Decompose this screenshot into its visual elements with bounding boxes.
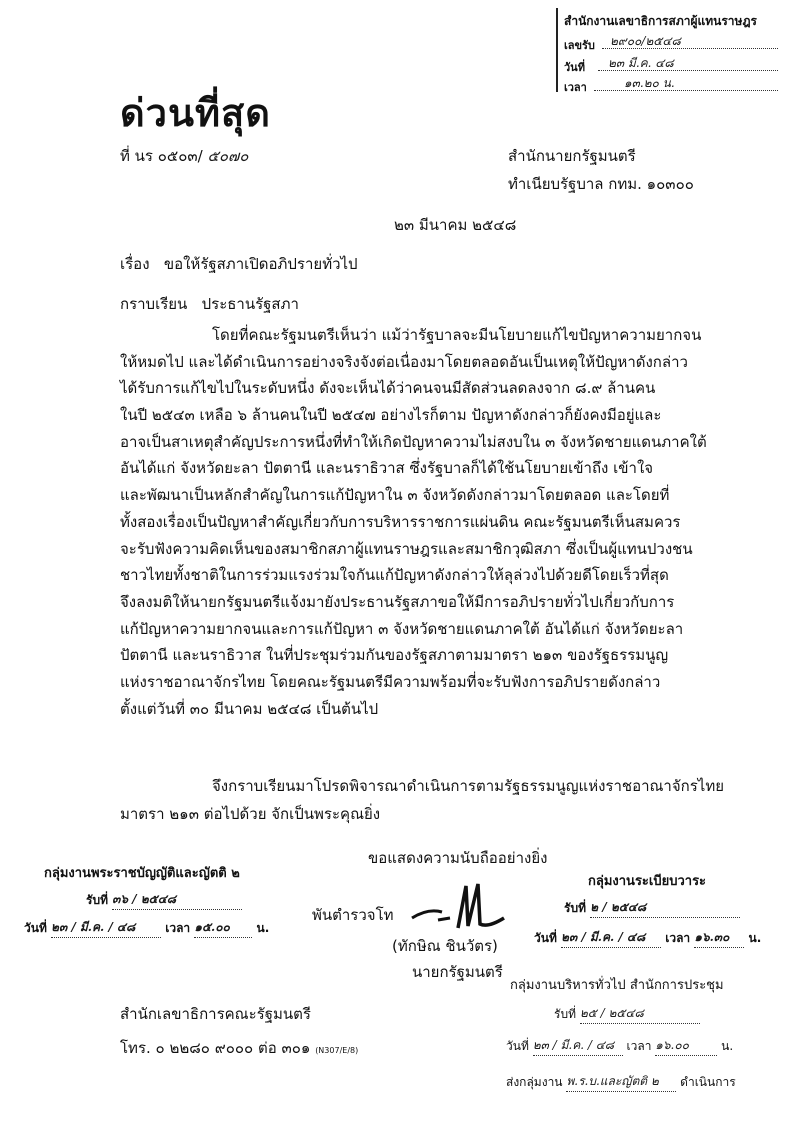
- receive-stamp-top: [556, 8, 790, 92]
- body-line: โดยที่คณะรัฐมนตรีเห็นว่า แม้ว่ารัฐบาลจะมีนโยบายแก้ไขปัญหาความยากจน: [212, 326, 702, 344]
- registry-group-name: กลุ่มงานระเบียบวาระ: [588, 874, 707, 889]
- reference-number-handwritten: ๕๐๗๐: [207, 147, 249, 165]
- general-time-unit: น.: [721, 1039, 734, 1053]
- signer-name: (ทักษิณ ชินวัตร): [392, 937, 498, 955]
- legislation-group-stamp: [20, 862, 320, 948]
- registry-time-unit: น.: [748, 931, 762, 945]
- body-line: [120, 722, 726, 749]
- salutation-label: กราบเรียน: [120, 295, 188, 313]
- general-date-value: ๒๓ / มี.ค. / ๔๘: [533, 1036, 623, 1056]
- legislation-time-unit: น.: [256, 921, 270, 935]
- body-line: จึงลงมติให้นายกรัฐมนตรีแจ้งมายังประธานรัฐสภาขอให้มีการอภิปรายทั่วไปเกี่ยวกับการ: [120, 592, 675, 611]
- general-forward-value: พ.ร.บ.และญัตติ ๒: [566, 1072, 676, 1092]
- closing-line-2: มาตรา ๒๑๓ ต่อไปด้วย จักเป็นพระคุณยิ่ง: [120, 805, 381, 823]
- body-line: แก้ปัญหาความยากจนและการแก้ปัญหา ๓ จังหวัดชายแดนภาคใต้ อันได้แก่ จังหวัดยะลา: [120, 619, 684, 638]
- sender-office: สำนักนายกรัฐมนตรี: [508, 147, 636, 165]
- stamp-date-value: ๒๓ มี.ค. ๔๘: [608, 56, 674, 70]
- stamp-office-name: สำนักงานเลขาธิการสภาผู้แทนราษฎร: [564, 14, 757, 28]
- legislation-group-name: กลุ่มงานพระราชบัญญัติและญัตติ ๒: [44, 866, 240, 881]
- general-date-label: วันที่: [506, 1039, 529, 1053]
- registry-time-value: ๑๖.๓๐: [694, 928, 744, 948]
- legislation-time-label: เวลา: [165, 921, 191, 935]
- legislation-date-label: วันที่: [24, 921, 47, 935]
- body-line: ทั้งสองเรื่องเป็นปัญหาสำคัญเกี่ยวกับการบริหารราชการแผ่นดิน คณะรัฐมนตรีเห็นสมควร: [120, 512, 681, 531]
- general-admin-stamp: [500, 974, 790, 1094]
- body-line: ในปี ๒๕๔๓ เหลือ ๖ ล้านคนในปี ๒๕๔๗ อย่างไรก็ตาม ปัญหาดังกล่าวก็ยังคงมีอยู่และ: [120, 406, 662, 425]
- stamp-time-label: เวลา: [564, 81, 587, 94]
- stamp-number-label: เลขรับ: [564, 39, 595, 52]
- form-code: (N307/E/8): [315, 1046, 359, 1055]
- registry-date-label: วันที่: [534, 931, 557, 945]
- body-line: อันได้แก่ จังหวัดยะลา ปัตตานี และนราธิวาส ซึ่งรัฐบาลก็ได้ใช้นโยบายเข้าถึง เข้าใจ: [120, 459, 654, 478]
- legislation-received-label: รับที่: [86, 893, 108, 907]
- secretariat-phone: [120, 1036, 358, 1063]
- subject-label: เรื่อง: [120, 255, 150, 273]
- stamp-time-value: ๑๓.๒๐ น.: [624, 76, 675, 90]
- registry-received-label: รับที่: [564, 901, 586, 915]
- registry-time-label: เวลา: [665, 931, 691, 945]
- general-received-label: รับที่: [554, 1007, 576, 1021]
- body-line: แห่งราชอาณาจักรไทย โดยคณะรัฐมนตรีมีความพร้อมที่จะรับฟังการอภิปรายดังกล่าว: [120, 672, 661, 691]
- legislation-received-value: ๓๖ / ๒๕๔๘: [112, 890, 242, 910]
- body-line: ให้หมดไป และได้ดำเนินการอย่างจริงจังต่อเนื่องมาโดยตลอดอันเป็นเหตุให้ปัญหาดังกล่าว: [120, 352, 688, 371]
- signer-title: นายกรัฐมนตรี: [412, 963, 503, 981]
- general-time-label: เวลา: [626, 1039, 652, 1053]
- signer-rank: พันตำรวจโท: [312, 906, 394, 924]
- closing-line-1: จึงกราบเรียนมาโปรดพิจารณาดำเนินการตามรัฐธรรมนูญแห่งราชอาณาจักรไทย: [212, 777, 724, 795]
- general-forward-label: ส่งกลุ่มงาน: [506, 1075, 563, 1089]
- stamp-date-label: วันที่: [564, 61, 585, 74]
- stamp-number-value: ๒๙๐๐/๒๕๔๘: [610, 34, 681, 48]
- body-line: อาจเป็นสาเหตุสำคัญประการหนึ่งที่ทำให้เกิดปัญหาความไม่สงบใน ๓ จังหวัดชายแดนภาคใต้: [120, 432, 707, 451]
- body-line: ปัตตานี และนราธิวาส ในที่ประชุมร่วมกันของรัฐสภาตามมาตรา ๒๑๓ ของรัฐธรรมนูญ: [120, 646, 669, 665]
- subject-text: ขอให้รัฐสภาเปิดอภิปรายทั่วไป: [163, 255, 358, 273]
- general-received-value: ๒๕ / ๒๕๔๘: [580, 1004, 700, 1024]
- body-line: และพัฒนาเป็นหลักสำคัญในการแก้ปัญหาใน ๓ จังหวัดดังกล่าวมาโดยตลอด และโดยที่: [120, 486, 670, 505]
- subject-line: [120, 252, 358, 277]
- body-line: จะรับฟังความคิดเห็นของสมาชิกสภาผู้แทนราษฎรและสมาชิกวุฒิสภา ซึ่งเป็นผู้แทนปวงชน: [120, 539, 693, 558]
- salutation-recipient: ประธานรัฐสภา: [201, 295, 299, 313]
- salutation: [120, 292, 299, 317]
- body-paragraph: [120, 322, 726, 749]
- secretariat-name: สำนักเลขาธิการคณะรัฐมนตรี: [120, 1005, 311, 1023]
- legislation-time-value: ๑๕.๐๐: [194, 918, 252, 938]
- phone-label-number: โทร. ๐ ๒๒๘๐ ๙๐๐๐ ต่อ ๓๐๑: [120, 1039, 311, 1057]
- body-line: ตั้งแต่วันที่ ๓๐ มีนาคม ๒๕๔๘ เป็นต้นไป: [120, 699, 379, 718]
- registry-group-stamp: [524, 870, 784, 950]
- general-time-value: ๑๖.๐๐: [655, 1036, 717, 1056]
- registry-received-value: ๒ / ๒๕๔๘: [590, 898, 740, 918]
- body-line: ได้รับการแก้ไขไปในระดับหนึ่ง ดังจะเห็นได้ว่าคนจนมีสัดส่วนลดลงจาก ๘.๙ ล้านคน: [120, 379, 656, 398]
- general-admin-name: กลุ่มงานบริหารทั่วไป สำนักการประชุม: [510, 978, 724, 993]
- signature-scribble: [408, 878, 518, 938]
- body-line: ชาวไทยทั้งชาติในการร่วมแรงร่วมใจกันแก้ปัญหาดังกล่าวให้ลุล่วงไปด้วยดีโดยเร็วที่สุด: [120, 566, 669, 585]
- document-date: ๒๓ มีนาคม ๒๕๔๘: [394, 216, 517, 234]
- regards: ขอแสดงความนับถืออย่างยิ่ง: [368, 849, 548, 867]
- registry-date-value: ๒๓ / มี.ค. / ๔๘: [561, 928, 661, 948]
- general-action-label: ดำเนินการ: [680, 1075, 736, 1089]
- sender-address: ทำเนียบรัฐบาล กทม. ๑๐๓๐๐: [508, 175, 694, 193]
- legislation-date-value: ๒๓ / มี.ค. / ๔๘: [51, 918, 161, 938]
- urgency-heading: ด่วนที่สุด: [120, 91, 271, 135]
- reference-number: ที่ นร ๐๕๐๓/ ๕๐๗๐: [120, 147, 249, 165]
